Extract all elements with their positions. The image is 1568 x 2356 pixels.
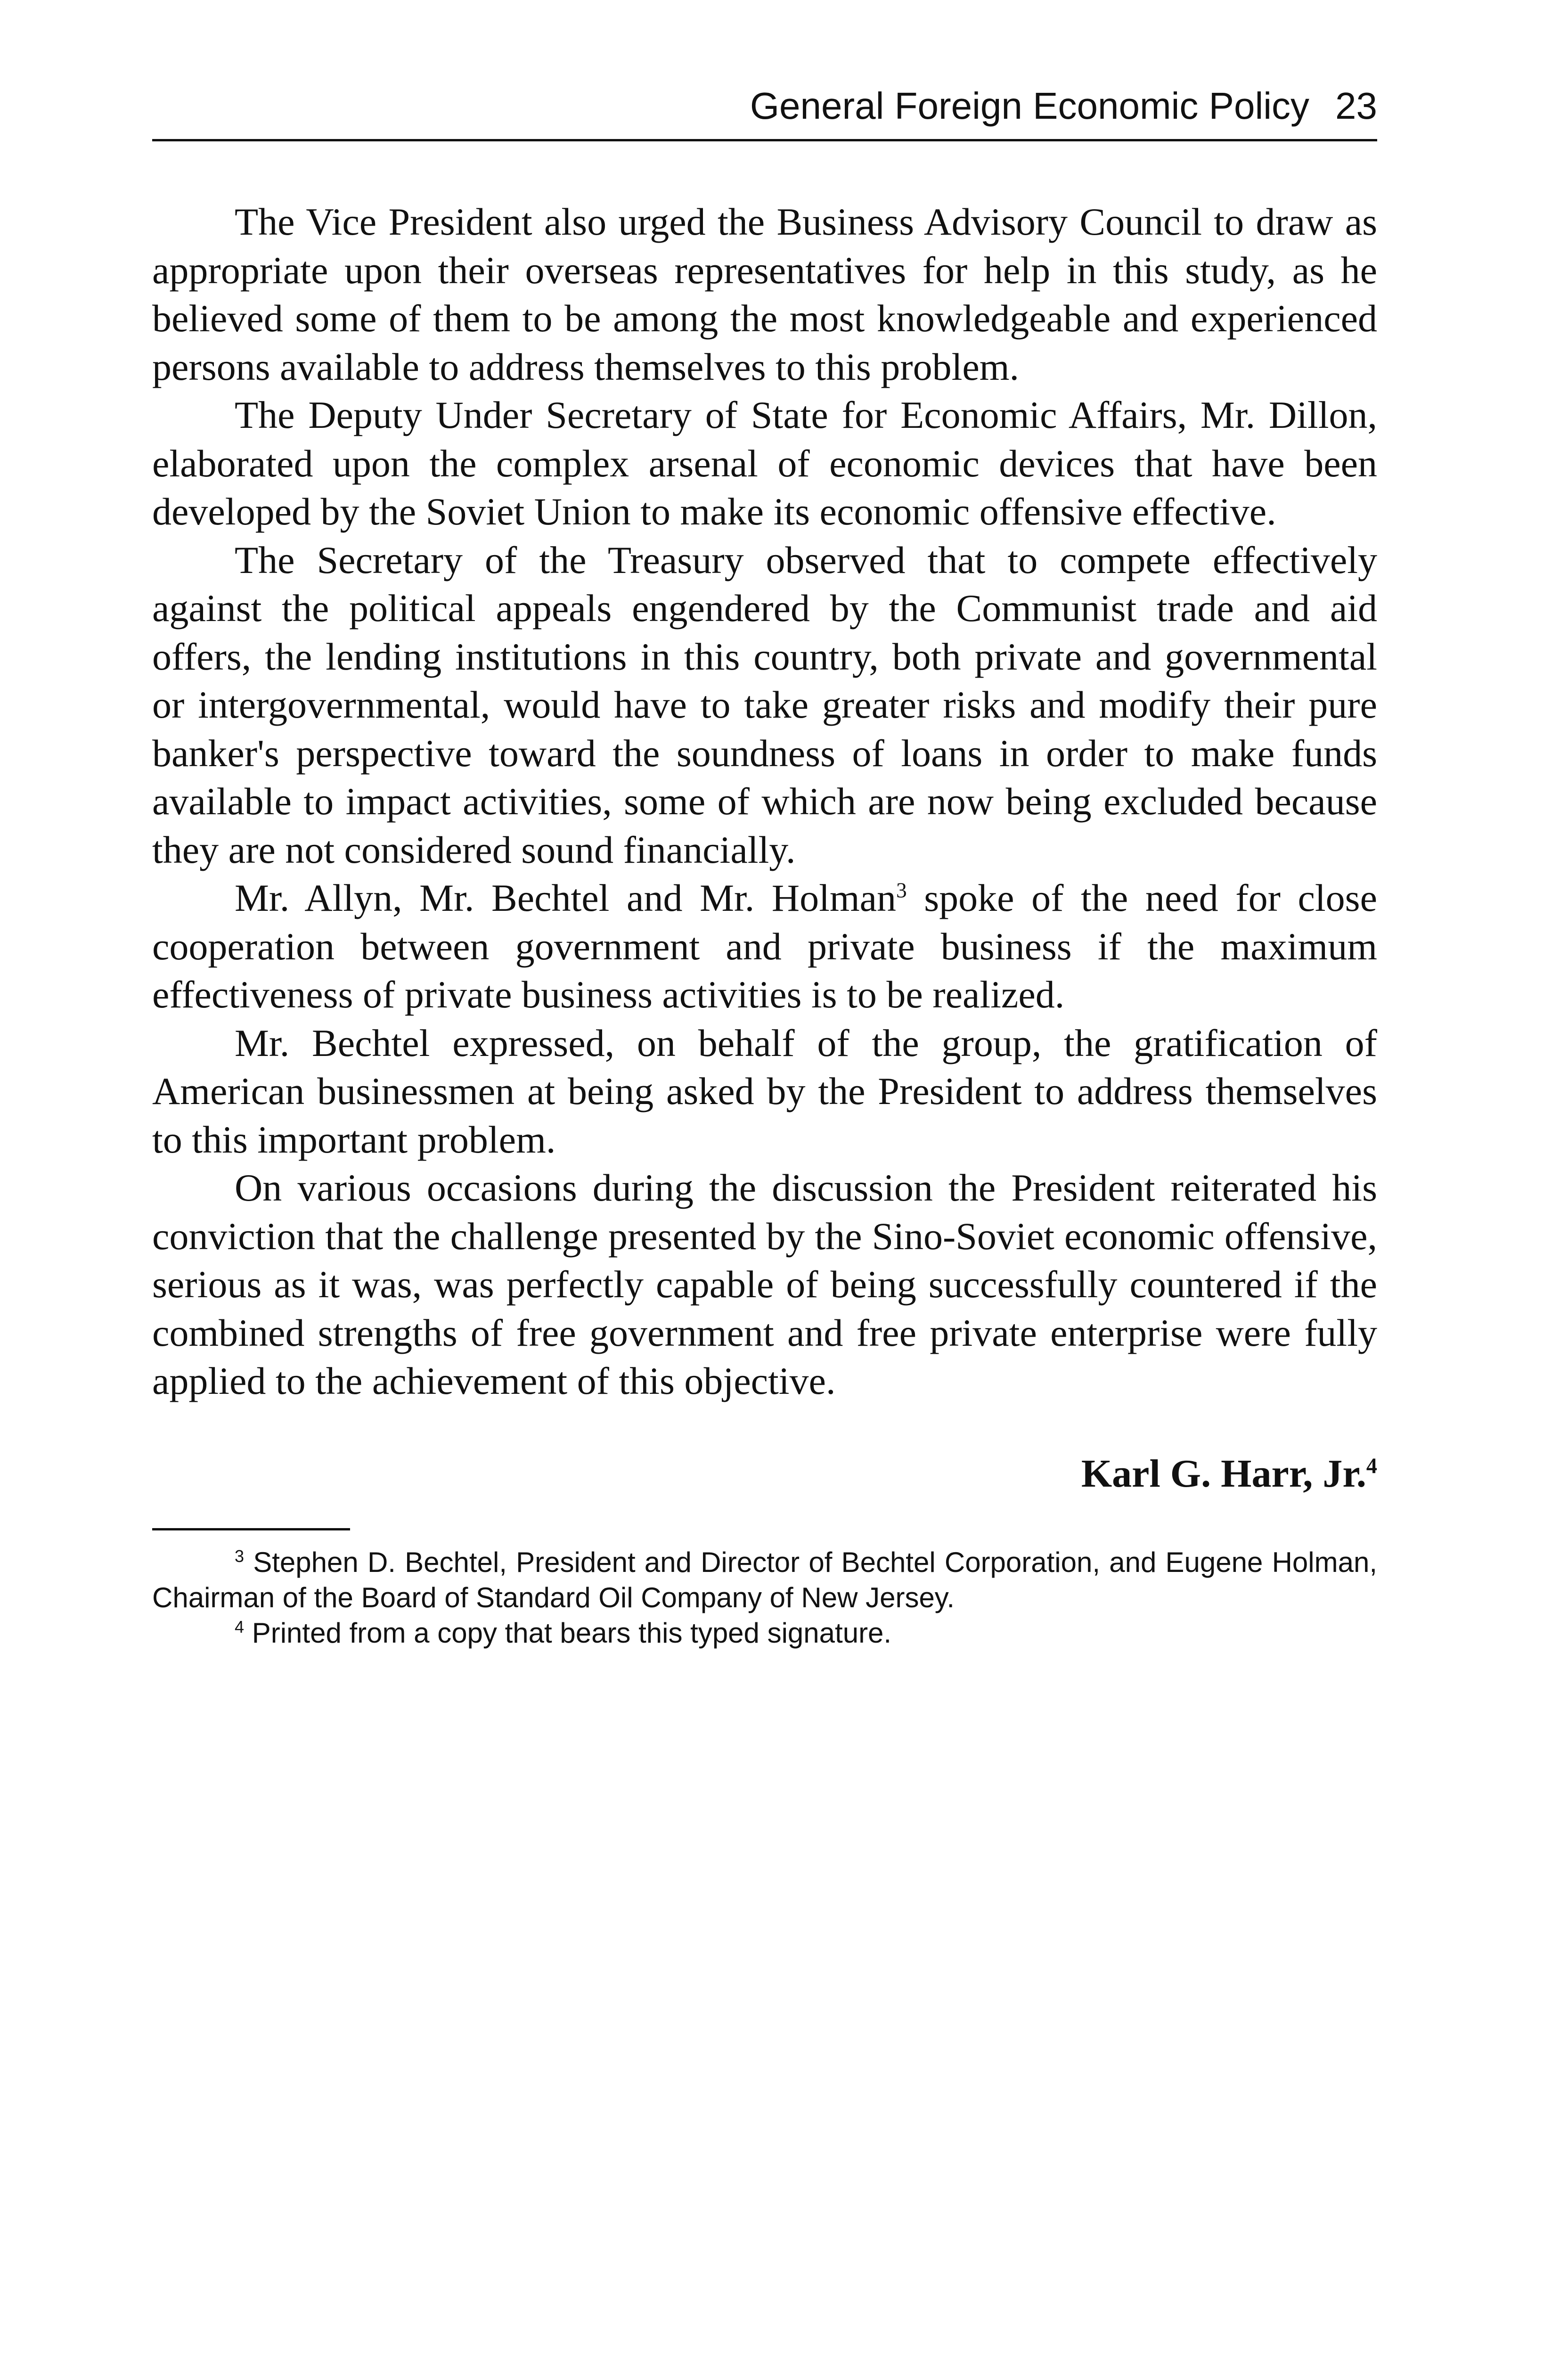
footnote-reference-4: 4 (1366, 1453, 1377, 1478)
footnote-divider (152, 1528, 350, 1530)
footnote-4 (152, 1615, 1377, 1651)
footnote-marker-3: 3 (235, 1546, 245, 1566)
footnotes (152, 1545, 1377, 1651)
paragraph-bechtel-gratification: Mr. Bechtel expressed, on behalf of the group, the gratification of American businessmen at being asked by the President to address themselves to this important problem. (152, 1021, 1377, 1161)
running-head (152, 80, 1377, 141)
document-page (152, 80, 1377, 1651)
signature-name: Karl G. Harr, Jr. (1081, 1451, 1366, 1496)
paragraph-allyn-bechtel-holman (152, 874, 1377, 1019)
footnote-reference-3: 3 (896, 878, 907, 902)
paragraph-deputy-under-secretary: The Deputy Under Secretary of State for Economic Affairs, Mr. Dillon, elaborated upon the complex arsenal of economic devices that have been developed by the Soviet Union to make its economic offensive effective. (152, 393, 1377, 533)
footnote-marker-4: 4 (235, 1617, 245, 1636)
paragraph-allyn-lead-text: Mr. Allyn, Mr. Bechtel and Mr. Holman (235, 876, 897, 919)
footnote-4-text: Printed from a copy that bears this typed signature. (252, 1617, 892, 1649)
body-text (152, 198, 1377, 1406)
paragraph-secretary-treasury: The Secretary of the Treasury observed that to compete effectively against the political appeals engendered by the Communist trade and aid offers, the lending institutions in this country, both private and governmental or intergovernmental, would have to take greater risks and modify their pure banker's perspective toward the soundness of loans in order to make funds available to impact activities, some of which are now being excluded because they are not considered sound financially. (152, 538, 1377, 871)
footnote-3-text: Stephen D. Bechtel, President and Director of Bechtel Corporation, and Eugene Holman, Chairman of the Board of Standard Oil Company of New Jersey. (152, 1546, 1378, 1613)
paragraph-allyn-rest-text: spoke of the need for close cooperation between government and private business if the maximum effectiveness of private business activities is to be realized. (152, 876, 1377, 1016)
running-head-title: General Foreign Economic Policy (750, 85, 1310, 127)
paragraph-president-conviction: On various occasions during the discussion the President reiterated his conviction that the challenge presented by the Sino-Soviet economic offensive, serious as it was, was perfectly capable of being successfully countered if the combined strengths of free government and free private enterprise were fully applied to the achievement of this objective. (152, 1166, 1377, 1402)
page-number: 23 (1335, 85, 1377, 127)
signature (152, 1448, 1377, 1500)
footnote-3 (152, 1545, 1377, 1615)
paragraph-vice-president: The Vice President also urged the Business Advisory Council to draw as appropriate upon their overseas representatives for help in this study, as he believed some of them to be among the most knowledgeable and experienced persons available to address themselves to this problem. (152, 200, 1377, 388)
